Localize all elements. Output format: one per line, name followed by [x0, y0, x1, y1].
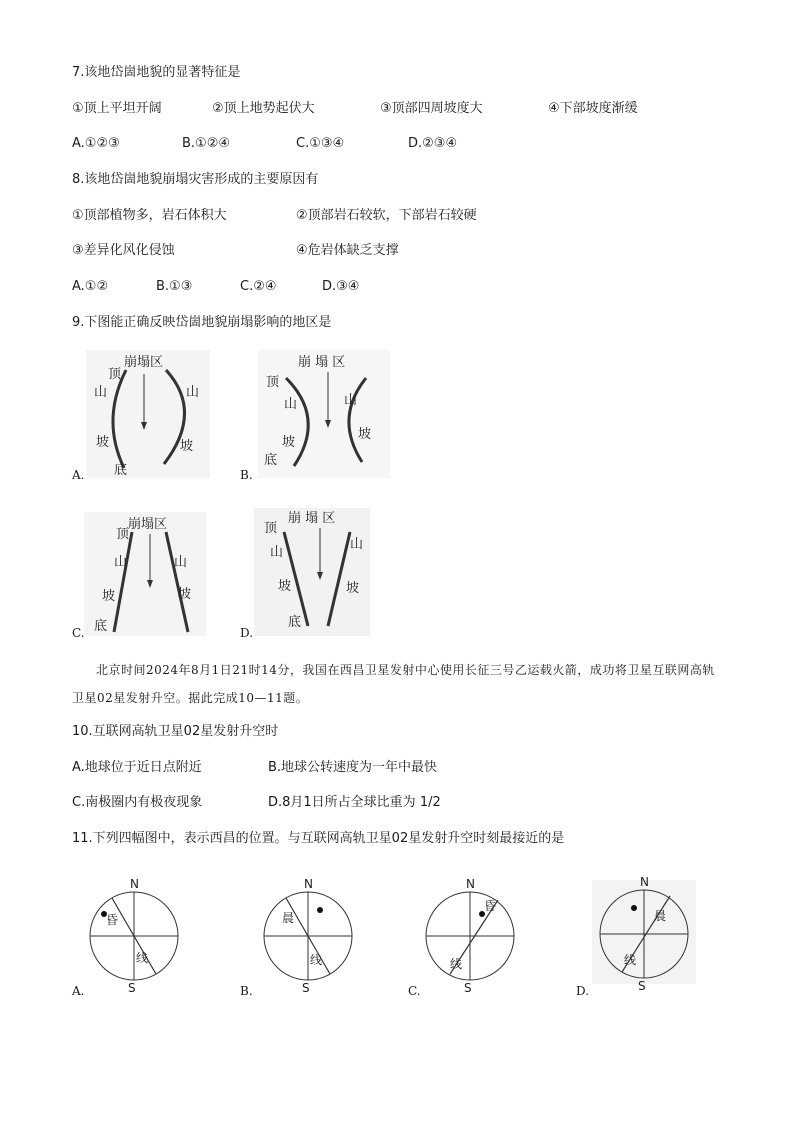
- q11d-north: N: [640, 875, 649, 889]
- q9a-right-1: 山: [186, 385, 200, 400]
- q9c-zone-label: 崩塌区: [128, 517, 168, 532]
- q11d-south: S: [638, 979, 646, 993]
- q11-figure-c-letter[interactable]: C.: [408, 984, 421, 998]
- q9a-left-1: 顶: [108, 367, 122, 382]
- q9d-right-1: 山: [350, 537, 364, 552]
- q11-figure-d-letter[interactable]: D.: [576, 984, 590, 998]
- q9a-right-2: 坡: [180, 439, 194, 454]
- q10-choice-d[interactable]: D.8月1日所占全球比重为 1/2: [268, 795, 441, 810]
- q9-figure-a: [86, 350, 216, 480]
- q7-choice-a[interactable]: A.①②③: [72, 136, 120, 151]
- q9b-left-3: 坡: [282, 435, 296, 450]
- q9a-zone-label: 崩塌区: [124, 355, 164, 370]
- q9-figure-d: [254, 508, 374, 638]
- q9a-left-3: 坡: [96, 435, 110, 450]
- q11a-bottom-word: 线: [136, 951, 149, 965]
- q8-item-4: ④危岩体缺乏支撑: [296, 243, 399, 258]
- q11-stem: 11.下列四幅图中，表示西昌的位置。与互联网高轨卫星02星发射升空时刻最接近的是: [72, 831, 565, 846]
- q11c-north: N: [466, 877, 475, 891]
- q9b-left-2: 山: [284, 397, 298, 412]
- q9b-zone-label: 崩 塌 区: [298, 355, 346, 370]
- q9-figure-d-letter[interactable]: D.: [240, 626, 254, 640]
- q11a-north: N: [130, 877, 139, 891]
- q9d-zone-label: 崩 塌 区: [288, 511, 336, 526]
- q8-choice-b[interactable]: B.①③: [156, 279, 193, 294]
- q9b-right-2: 坡: [358, 427, 372, 442]
- q11a-top-word: 昏: [106, 913, 119, 927]
- q11-figure-d: [596, 872, 696, 993]
- q10-stem: 10.互联网高轨卫星02星发射升空时: [72, 724, 279, 739]
- q9-figure-b-letter[interactable]: B.: [240, 468, 253, 482]
- q9b-left-4: 底: [264, 453, 278, 468]
- q11b-south: S: [302, 981, 310, 995]
- q11d-top-word: 晨: [654, 909, 667, 923]
- q7-item-4: ④下部坡度渐缓: [548, 101, 638, 116]
- q10-choice-a[interactable]: A.地球位于近日点附近: [72, 760, 202, 775]
- q7-stem: 7.该地岱崮地貌的显著特征是: [72, 65, 241, 80]
- q9d-left-4: 底: [288, 615, 302, 630]
- q11-figure-a: [86, 876, 186, 995]
- q7-choice-c[interactable]: C.①③④: [296, 136, 345, 151]
- q9d-right-2: 坡: [346, 581, 360, 596]
- q9d-left-2: 山: [270, 545, 284, 560]
- q9c-left-2: 山: [114, 555, 128, 570]
- q8-stem: 8.该地岱崮地貌崩塌灾害形成的主要原因有: [72, 172, 319, 187]
- q10-choice-c[interactable]: C.南极圈内有极夜现象: [72, 795, 203, 810]
- q7-choice-d[interactable]: D.②③④: [408, 136, 458, 151]
- q11d-bottom-word: 线: [624, 953, 637, 967]
- q11b-top-word: 晨: [282, 911, 295, 925]
- q9-figure-c-letter[interactable]: C.: [72, 626, 85, 640]
- q11-figure-b: [260, 876, 360, 995]
- q11b-north: N: [304, 877, 313, 891]
- q11a-south: S: [128, 981, 136, 995]
- q11c-top-word: 昏: [484, 899, 497, 913]
- q8-item-2: ②顶部岩石较软，下部岩石较硬: [296, 208, 477, 223]
- q9c-left-3: 坡: [102, 589, 116, 604]
- q11-figure-a-letter[interactable]: A.: [72, 984, 85, 998]
- q9a-left-2: 山: [94, 385, 108, 400]
- q7-item-2: ②顶上地势起伏大: [212, 101, 315, 116]
- q9d-left-1: 顶: [264, 521, 278, 536]
- q7-choice-b[interactable]: B.①②④: [182, 136, 231, 151]
- q9-figure-b: [258, 350, 394, 480]
- q9b-left-1: 顶: [266, 375, 280, 390]
- q9d-left-3: 坡: [278, 579, 292, 594]
- q8-choice-c[interactable]: C.②④: [240, 279, 277, 294]
- q8-choice-a[interactable]: A.①②: [72, 279, 109, 294]
- q9-figure-c: [84, 512, 208, 638]
- q9c-left-4: 底: [94, 619, 108, 634]
- passage-text: 北京时间2024年8月1日21时14分，我国在西昌卫星发射中心使用长征三号乙运载火箭，成功将卫星互联网高轨卫星02星发射升空。据此完成10—11题。: [72, 663, 715, 705]
- q10-choice-b[interactable]: B.地球公转速度为一年中最快: [268, 760, 438, 775]
- q11-figure-b-letter[interactable]: B.: [240, 984, 253, 998]
- q8-choice-d[interactable]: D.③④: [322, 279, 360, 294]
- q9a-left-4: 底: [114, 463, 128, 478]
- q11c-south: S: [464, 981, 472, 995]
- q7-item-1: ①顶上平坦开阔: [72, 101, 162, 116]
- q8-item-3: ③差异化风化侵蚀: [72, 243, 175, 258]
- q11-figure-c: [422, 876, 522, 995]
- q11c-bottom-word: 线: [450, 957, 463, 971]
- q8-item-1: ①顶部植物多，岩石体积大: [72, 208, 227, 223]
- q9b-right-1: 山: [344, 393, 358, 408]
- q11b-bottom-word: 线: [310, 953, 323, 967]
- q7-item-3: ③顶部四周坡度大: [380, 101, 483, 116]
- q9-stem: 9.下图能正确反映岱崮地貌崩塌影响的地区是: [72, 315, 332, 330]
- q9c-right-2: 坡: [178, 587, 192, 602]
- q9c-right-1: 山: [174, 555, 188, 570]
- q9-figure-a-letter[interactable]: A.: [72, 468, 85, 482]
- q9c-left-1: 顶: [116, 527, 130, 542]
